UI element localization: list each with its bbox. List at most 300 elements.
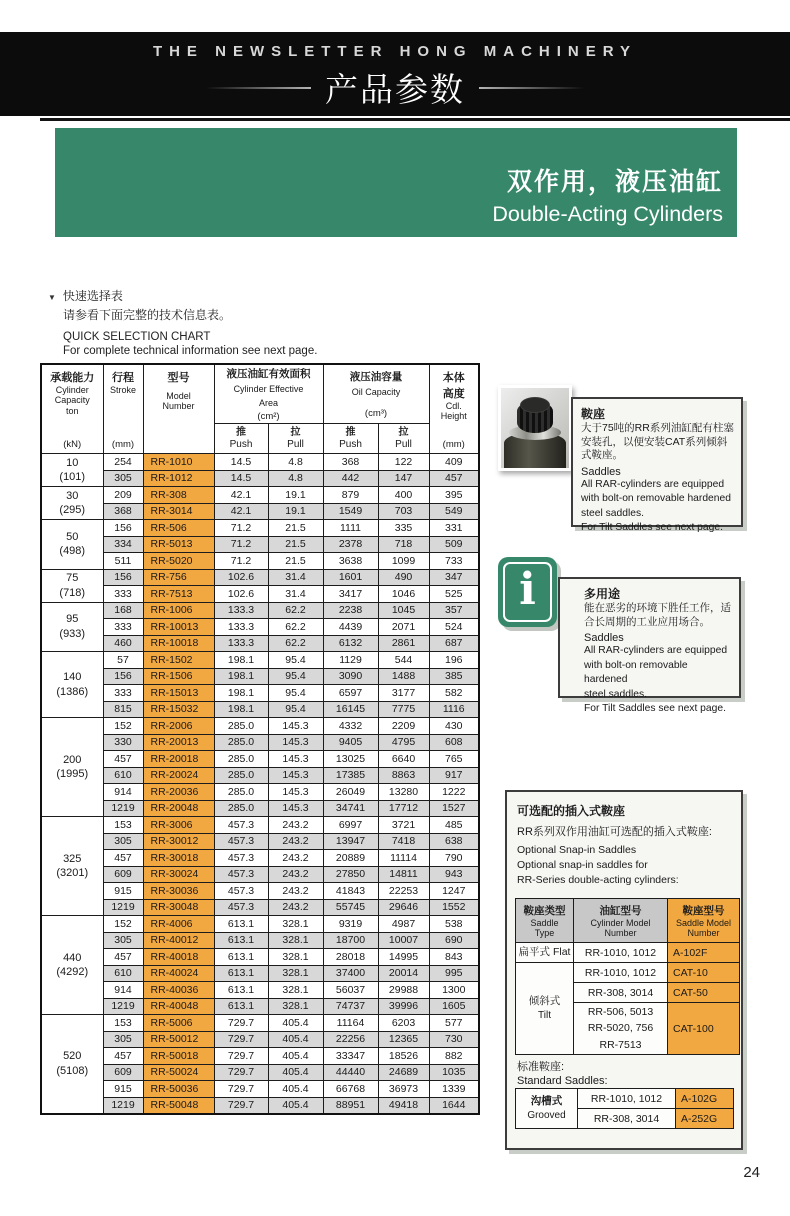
header-effective-area: 液压油缸有效面积 Cylinder Effective Area (cm²)	[214, 364, 323, 424]
model-cell: RR-30048	[143, 899, 214, 916]
spec-table-row	[41, 1031, 479, 1048]
standard-saddles-table	[515, 1088, 734, 1129]
header-push-oil: 推 Push	[323, 424, 378, 454]
spec-table-row	[41, 569, 479, 586]
page-title: 产品参数	[325, 71, 465, 108]
pull-area-cell: 145.3	[268, 718, 323, 735]
capacity-cell: 10 (101)	[41, 454, 103, 487]
flat-type-cell: 扁平式 Flat	[516, 943, 574, 963]
cyl-model-header: 油缸型号 Cylinder Model Number	[574, 899, 668, 943]
pull-oil-cell: 14811	[378, 866, 429, 883]
push-oil-cell: 16145	[323, 701, 378, 718]
pull-oil-cell: 22253	[378, 883, 429, 900]
model-cell: RR-3006	[143, 817, 214, 834]
push-oil-cell: 41843	[323, 883, 378, 900]
info-icon: i	[498, 557, 557, 627]
optional-saddles-panel: 可选配的插入式鞍座 RR系列双作用油缸可选配的插入式鞍座: Optional Snap-in Saddles Optional snap-in saddles for RR-Series double-acting cylinders: 鞍座类型 Saddle Type 油缸型号 Cylinder Model Number 鞍座型号 Saddle Model Number 扁平式 Flat RR-1010, 1012 A-102F 倾斜式 Tilt RR-1010, 1012 CAT-10 RR-308, 3014 CAT-50 RR-506, 5013 RR-5020, 756 RR-7513 CAT-100 标准鞍座: Standard Saddles: 沟槽式 Grooved RR-1010, 1012 A-102G RR-308, 3014 A-252G	[505, 790, 743, 1150]
pull-oil-cell: 6640	[378, 751, 429, 768]
spec-table-row	[41, 751, 479, 768]
table-row	[516, 963, 740, 983]
saddles-title-zh: 鞍座	[581, 407, 606, 421]
push-oil-cell: 56037	[323, 982, 378, 999]
height-cell: 524	[429, 619, 479, 636]
header-pull-area: 拉 Pull	[268, 424, 323, 454]
push-oil-cell: 368	[323, 454, 378, 471]
height-cell: 509	[429, 536, 479, 553]
stroke-cell: 457	[103, 1048, 143, 1065]
stroke-cell: 610	[103, 767, 143, 784]
height-cell: 733	[429, 553, 479, 570]
tilt-type-cell: 倾斜式 Tilt	[516, 963, 574, 1055]
header-height: 本体 高度 Cdl. Height (mm)	[429, 364, 479, 454]
model-cell: RR-20048	[143, 800, 214, 817]
push-oil-cell: 11164	[323, 1015, 378, 1032]
pull-area-cell: 95.4	[268, 652, 323, 669]
versatility-body-zh: 能在恶劣的环境下胜任工作，适合长周期的工业应用场合。	[584, 602, 731, 628]
pull-oil-cell: 4795	[378, 734, 429, 751]
pull-area-cell: 62.2	[268, 619, 323, 636]
capacity-cell: 200 (1995)	[41, 718, 103, 817]
push-oil-cell: 1601	[323, 569, 378, 586]
pull-area-cell: 21.5	[268, 536, 323, 553]
push-oil-cell: 3090	[323, 668, 378, 685]
push-oil-cell: 9319	[323, 916, 378, 933]
pull-oil-cell: 29988	[378, 982, 429, 999]
stroke-cell: 156	[103, 668, 143, 685]
model-cell: RR-40048	[143, 998, 214, 1015]
push-area-cell: 457.3	[214, 866, 268, 883]
spec-table-row	[41, 536, 479, 553]
stroke-cell: 609	[103, 866, 143, 883]
pull-area-cell: 243.2	[268, 850, 323, 867]
pull-oil-cell: 1045	[378, 602, 429, 619]
capacity-cell: 440 (4292)	[41, 916, 103, 1015]
stroke-cell: 333	[103, 586, 143, 603]
saddle-model-cell: A-102F	[668, 943, 740, 963]
spec-table-row	[41, 619, 479, 636]
height-cell: 357	[429, 602, 479, 619]
pull-area-cell: 145.3	[268, 784, 323, 801]
push-area-cell: 729.7	[214, 1031, 268, 1048]
model-cell: RR-5013	[143, 536, 214, 553]
height-cell: 525	[429, 586, 479, 603]
saddles-body-zh: 大于75吨的RR系列油缸配有柱塞安装孔，以便安装CAT系列倾斜式鞍座。	[581, 422, 734, 462]
pull-oil-cell: 49418	[378, 1097, 429, 1114]
height-cell: 582	[429, 685, 479, 702]
masthead-banner	[0, 32, 790, 116]
stroke-cell: 153	[103, 1015, 143, 1032]
push-area-cell: 613.1	[214, 998, 268, 1015]
model-cell: RR-1010	[143, 454, 214, 471]
spec-table-row	[41, 916, 479, 933]
pull-oil-cell: 17712	[378, 800, 429, 817]
pull-area-cell: 405.4	[268, 1048, 323, 1065]
height-cell: 730	[429, 1031, 479, 1048]
spec-table-wrap	[40, 363, 478, 1115]
model-cell: RR-15032	[143, 701, 214, 718]
header-oil-capacity: 液压油容量 Oil Capacity (cm³)	[323, 364, 429, 424]
spec-table-row	[41, 965, 479, 982]
model-cell: RR-756	[143, 569, 214, 586]
pull-area-cell: 328.1	[268, 932, 323, 949]
header-model: 型号 Model Number	[143, 364, 214, 454]
spec-table-row	[41, 520, 479, 537]
capacity-cell: 325 (3201)	[41, 817, 103, 916]
spec-table-row	[41, 784, 479, 801]
push-oil-cell: 37400	[323, 965, 378, 982]
height-cell: 882	[429, 1048, 479, 1065]
height-cell: 690	[429, 932, 479, 949]
saddle-selection-table	[515, 898, 740, 1055]
spec-table-row	[41, 701, 479, 718]
height-cell: 395	[429, 487, 479, 504]
model-cell: RR-7513	[143, 586, 214, 603]
pull-area-cell: 243.2	[268, 833, 323, 850]
push-oil-cell: 4332	[323, 718, 378, 735]
stroke-cell: 334	[103, 536, 143, 553]
push-area-cell: 71.2	[214, 536, 268, 553]
saddle-type-header: 鞍座类型 Saddle Type	[516, 899, 574, 943]
stroke-cell: 914	[103, 784, 143, 801]
push-area-cell: 133.3	[214, 635, 268, 652]
push-area-cell: 198.1	[214, 668, 268, 685]
model-cell: RR-50018	[143, 1048, 214, 1065]
spec-table-row	[41, 454, 479, 471]
pull-area-cell: 328.1	[268, 998, 323, 1015]
push-area-cell: 102.6	[214, 569, 268, 586]
push-area-cell: 14.5	[214, 470, 268, 487]
push-area-cell: 198.1	[214, 701, 268, 718]
push-area-cell: 285.0	[214, 734, 268, 751]
push-oil-cell: 9405	[323, 734, 378, 751]
height-cell: 1644	[429, 1097, 479, 1114]
pull-oil-cell: 400	[378, 487, 429, 504]
spec-table-row	[41, 899, 479, 916]
height-cell: 995	[429, 965, 479, 982]
spec-table-row	[41, 998, 479, 1015]
spec-table-row	[41, 734, 479, 751]
saddle-cap-top-image	[520, 397, 550, 413]
push-area-cell: 285.0	[214, 751, 268, 768]
push-area-cell: 71.2	[214, 520, 268, 537]
push-oil-cell: 3638	[323, 553, 378, 570]
pull-oil-cell: 490	[378, 569, 429, 586]
grooved-type-cell: 沟槽式 Grooved	[516, 1089, 578, 1129]
masthead-kicker: THE NEWSLETTER HONG MACHINERY	[152, 43, 638, 60]
push-oil-cell: 4439	[323, 619, 378, 636]
model-cell: RR-30012	[143, 833, 214, 850]
spec-table-row	[41, 949, 479, 966]
pull-oil-cell: 2209	[378, 718, 429, 735]
push-oil-cell: 17385	[323, 767, 378, 784]
spec-table-row	[41, 932, 479, 949]
push-oil-cell: 2238	[323, 602, 378, 619]
height-cell: 538	[429, 916, 479, 933]
height-cell: 1300	[429, 982, 479, 999]
spec-table-row	[41, 668, 479, 685]
spec-table-row	[41, 586, 479, 603]
model-cell: RR-4006	[143, 916, 214, 933]
model-cell: RR-308, 3014	[578, 1109, 676, 1129]
pull-area-cell: 243.2	[268, 899, 323, 916]
stroke-cell: 333	[103, 685, 143, 702]
pull-area-cell: 145.3	[268, 751, 323, 768]
pull-oil-cell: 335	[378, 520, 429, 537]
saddles-title-en: Saddles	[581, 465, 621, 478]
spec-table-row	[41, 817, 479, 834]
pull-oil-cell: 1046	[378, 586, 429, 603]
capacity-cell: 520 (5108)	[41, 1015, 103, 1114]
model-cell: RR-308	[143, 487, 214, 504]
pull-area-cell: 4.8	[268, 454, 323, 471]
stroke-cell: 1219	[103, 800, 143, 817]
model-cell: RR-30024	[143, 866, 214, 883]
spec-table-row	[41, 718, 479, 735]
pull-area-cell: 62.2	[268, 602, 323, 619]
model-cell: RR-30036	[143, 883, 214, 900]
push-oil-cell: 18700	[323, 932, 378, 949]
model-cell: RR-10018	[143, 635, 214, 652]
height-cell: 843	[429, 949, 479, 966]
push-oil-cell: 88951	[323, 1097, 378, 1114]
model-cell: RR-20018	[143, 751, 214, 768]
versatility-title-en: Saddles	[584, 632, 624, 645]
model-cell: RR-40018	[143, 949, 214, 966]
push-oil-cell: 13025	[323, 751, 378, 768]
pull-area-cell: 243.2	[268, 866, 323, 883]
header-stroke: 行程 Stroke (mm)	[103, 364, 143, 454]
stroke-cell: 610	[103, 965, 143, 982]
push-area-cell: 14.5	[214, 454, 268, 471]
push-oil-cell: 74737	[323, 998, 378, 1015]
stroke-cell: 152	[103, 916, 143, 933]
model-cell: RR-308, 3014	[574, 983, 668, 1003]
push-area-cell: 133.3	[214, 602, 268, 619]
pull-oil-cell: 12365	[378, 1031, 429, 1048]
standard-saddles-label: 标准鞍座: Standard Saddles:	[517, 1061, 608, 1088]
section-title-zh: 双作用，液压油缸	[506, 168, 723, 196]
push-oil-cell: 6597	[323, 685, 378, 702]
height-cell: 1605	[429, 998, 479, 1015]
pull-oil-cell: 3721	[378, 817, 429, 834]
push-area-cell: 133.3	[214, 619, 268, 636]
push-oil-cell: 55745	[323, 899, 378, 916]
model-cell: RR-50036	[143, 1081, 214, 1098]
stroke-cell: 915	[103, 883, 143, 900]
pull-oil-cell: 18526	[378, 1048, 429, 1065]
spec-table-row	[41, 1097, 479, 1114]
intro-block	[48, 287, 317, 357]
versatility-title-zh: 多用途	[584, 587, 621, 601]
push-oil-cell: 28018	[323, 949, 378, 966]
saddle-model-header: 鞍座型号 Saddle Model Number	[668, 899, 740, 943]
push-area-cell: 729.7	[214, 1064, 268, 1081]
pull-oil-cell: 6203	[378, 1015, 429, 1032]
model-cell: RR-5006	[143, 1015, 214, 1032]
push-oil-cell: 3417	[323, 586, 378, 603]
stroke-cell: 915	[103, 1081, 143, 1098]
saddles-panel: 鞍座 大于75吨的RR系列油缸配有柱塞安装孔，以便安装CAT系列倾斜式鞍座。 Saddles All RAR-cylinders are equipped with bolt-on removable hardened steel saddles. For Tilt Saddles see next page.	[571, 397, 743, 527]
model-cell: RR-1010, 1012	[574, 943, 668, 963]
pull-area-cell: 21.5	[268, 553, 323, 570]
push-oil-cell: 6997	[323, 817, 378, 834]
push-oil-cell: 34741	[323, 800, 378, 817]
pull-area-cell: 328.1	[268, 965, 323, 982]
spec-table-row	[41, 685, 479, 702]
height-cell: 485	[429, 817, 479, 834]
stroke-cell: 305	[103, 470, 143, 487]
model-cell: RR-40012	[143, 932, 214, 949]
pull-area-cell: 405.4	[268, 1064, 323, 1081]
stroke-cell: 330	[103, 734, 143, 751]
optional-title-zh: 可选配的插入式鞍座	[517, 804, 626, 818]
spec-table-row	[41, 850, 479, 867]
stroke-cell: 209	[103, 487, 143, 504]
push-area-cell: 285.0	[214, 718, 268, 735]
header-capacity: 承载能力 Cylinder Capacity ton (kN)	[41, 364, 103, 454]
saddle-model-cell: A-252G	[676, 1109, 734, 1129]
height-cell: 638	[429, 833, 479, 850]
push-area-cell: 285.0	[214, 767, 268, 784]
model-cell: RR-3014	[143, 503, 214, 520]
title-rule-right	[479, 87, 584, 89]
header-push-area: 推 Push	[214, 424, 268, 454]
spec-table-row	[41, 800, 479, 817]
push-oil-cell: 6132	[323, 635, 378, 652]
model-cell: RR-1502	[143, 652, 214, 669]
pull-area-cell: 62.2	[268, 635, 323, 652]
stroke-cell: 1219	[103, 998, 143, 1015]
table-row	[516, 1089, 734, 1109]
push-area-cell: 613.1	[214, 949, 268, 966]
height-cell: 1552	[429, 899, 479, 916]
header-pull-oil: 拉 Pull	[378, 424, 429, 454]
push-area-cell: 457.3	[214, 817, 268, 834]
height-cell: 1035	[429, 1064, 479, 1081]
height-cell: 347	[429, 569, 479, 586]
model-cell: RR-20013	[143, 734, 214, 751]
height-cell: 577	[429, 1015, 479, 1032]
stroke-cell: 457	[103, 850, 143, 867]
capacity-cell: 140 (1386)	[41, 652, 103, 718]
height-cell: 608	[429, 734, 479, 751]
pull-oil-cell: 14995	[378, 949, 429, 966]
capacity-cell: 75 (718)	[41, 569, 103, 602]
height-cell: 790	[429, 850, 479, 867]
pull-area-cell: 405.4	[268, 1031, 323, 1048]
pull-oil-cell: 147	[378, 470, 429, 487]
height-cell: 1222	[429, 784, 479, 801]
pull-oil-cell: 2071	[378, 619, 429, 636]
intro-zh1: 快速选择表	[62, 289, 123, 303]
pull-area-cell: 328.1	[268, 982, 323, 999]
push-oil-cell: 442	[323, 470, 378, 487]
height-cell: 943	[429, 866, 479, 883]
stroke-cell: 333	[103, 619, 143, 636]
pull-oil-cell: 1488	[378, 668, 429, 685]
model-cell: RR-2006	[143, 718, 214, 735]
push-area-cell: 457.3	[214, 850, 268, 867]
pull-area-cell: 145.3	[268, 734, 323, 751]
push-area-cell: 457.3	[214, 899, 268, 916]
height-cell: 687	[429, 635, 479, 652]
pull-area-cell: 95.4	[268, 701, 323, 718]
pull-oil-cell: 7775	[378, 701, 429, 718]
push-area-cell: 102.6	[214, 586, 268, 603]
push-area-cell: 729.7	[214, 1048, 268, 1065]
height-cell: 1339	[429, 1081, 479, 1098]
push-oil-cell: 44440	[323, 1064, 378, 1081]
push-area-cell: 42.1	[214, 487, 268, 504]
push-oil-cell: 1129	[323, 652, 378, 669]
model-cell: RR-20036	[143, 784, 214, 801]
capacity-cell: 30 (295)	[41, 487, 103, 520]
push-oil-cell: 2378	[323, 536, 378, 553]
pull-area-cell: 145.3	[268, 767, 323, 784]
push-oil-cell: 22256	[323, 1031, 378, 1048]
model-cell: RR-30018	[143, 850, 214, 867]
stroke-cell: 1219	[103, 1097, 143, 1114]
versatility-panel: 多用途 能在恶劣的环境下胜任工作，适合长周期的工业应用场合。 Saddles All RAR-cylinders are equipped with bolt-on removable hardened steel saddles. For Tilt Saddles see next page.	[558, 577, 741, 698]
saddle-photo	[498, 385, 572, 471]
pull-area-cell: 328.1	[268, 916, 323, 933]
pull-oil-cell: 13280	[378, 784, 429, 801]
push-area-cell: 613.1	[214, 916, 268, 933]
pull-oil-cell: 8863	[378, 767, 429, 784]
stroke-cell: 511	[103, 553, 143, 570]
spec-table-row	[41, 1015, 479, 1032]
push-area-cell: 613.1	[214, 982, 268, 999]
capacity-cell: 50 (498)	[41, 520, 103, 570]
capacity-cell: 95 (933)	[41, 602, 103, 652]
height-cell: 331	[429, 520, 479, 537]
push-area-cell: 729.7	[214, 1081, 268, 1098]
pull-area-cell: 31.4	[268, 569, 323, 586]
model-cell: RR-5020	[143, 553, 214, 570]
spec-table-row	[41, 487, 479, 504]
model-cell: RR-506, 5013 RR-5020, 756 RR-7513	[574, 1003, 668, 1055]
pull-area-cell: 145.3	[268, 800, 323, 817]
saddle-model-cell: CAT-10	[668, 963, 740, 983]
pull-area-cell: 328.1	[268, 949, 323, 966]
spec-table	[40, 363, 480, 1115]
stroke-cell: 152	[103, 718, 143, 735]
spec-table-row	[41, 602, 479, 619]
section-banner	[55, 128, 737, 237]
page-number: 24	[743, 1164, 760, 1181]
model-cell: RR-1010, 1012	[574, 963, 668, 983]
stroke-cell: 914	[103, 982, 143, 999]
pull-oil-cell: 544	[378, 652, 429, 669]
pull-oil-cell: 7418	[378, 833, 429, 850]
model-cell: RR-1506	[143, 668, 214, 685]
intro-en2: For complete technical information see next page.	[63, 345, 318, 357]
model-cell: RR-10013	[143, 619, 214, 636]
pull-oil-cell: 20014	[378, 965, 429, 982]
spec-table-row	[41, 982, 479, 999]
pull-oil-cell: 36973	[378, 1081, 429, 1098]
pull-area-cell: 19.1	[268, 487, 323, 504]
table-row	[516, 943, 740, 963]
stroke-cell: 457	[103, 751, 143, 768]
pull-oil-cell: 4987	[378, 916, 429, 933]
stroke-cell: 57	[103, 652, 143, 669]
pull-oil-cell: 24689	[378, 1064, 429, 1081]
pull-area-cell: 95.4	[268, 685, 323, 702]
pull-oil-cell: 718	[378, 536, 429, 553]
height-cell: 917	[429, 767, 479, 784]
model-cell: RR-506	[143, 520, 214, 537]
